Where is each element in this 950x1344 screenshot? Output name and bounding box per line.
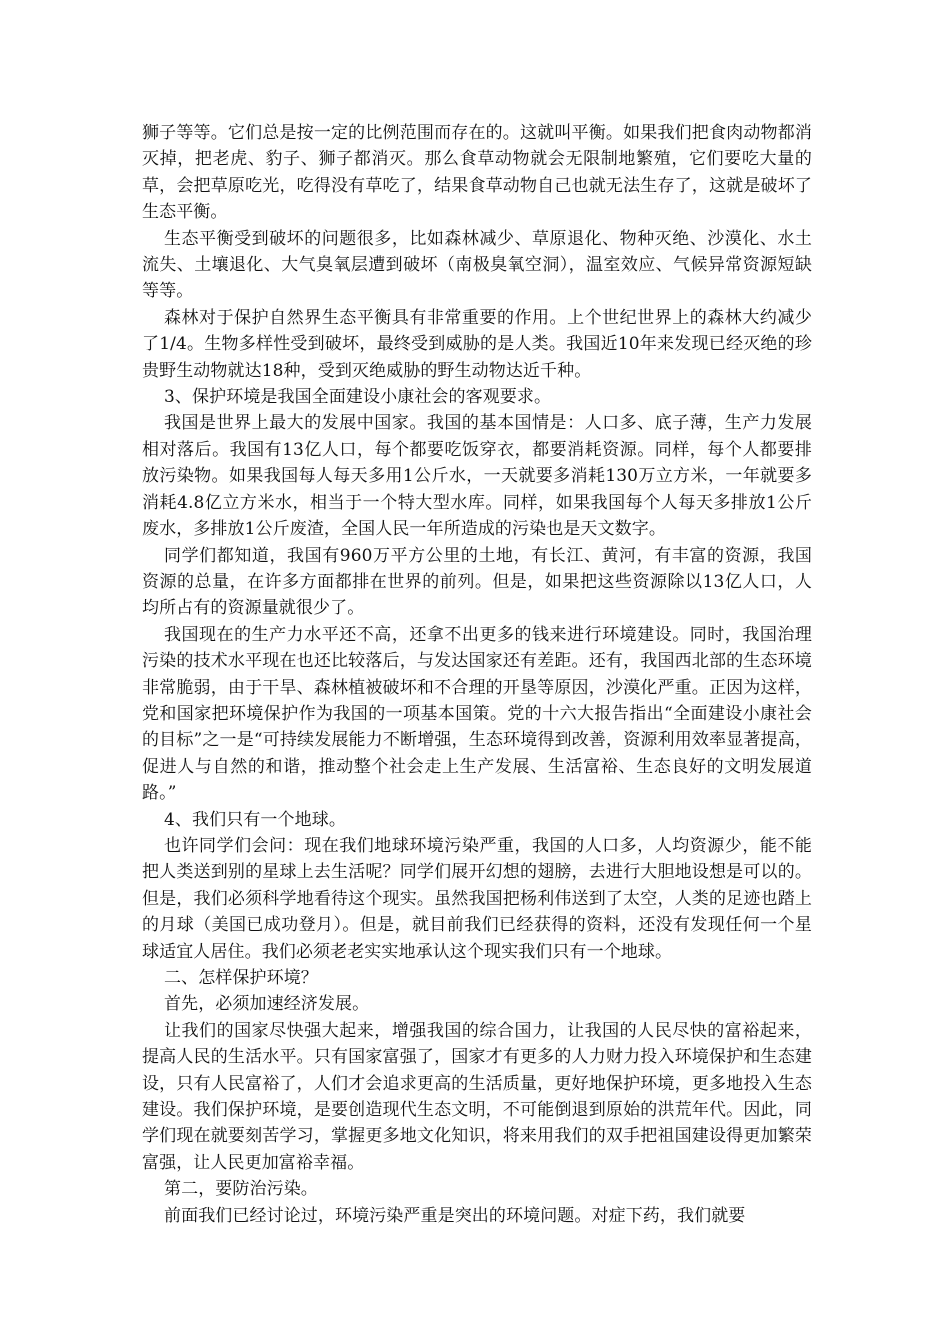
subheading-first: 首先，必须加速经济发展。 <box>164 994 370 1015</box>
paragraph-economic-development: 让我们的国家尽快强大起来，增强我国的综合国力，让我国的人民尽快的富裕起来，提高人民的生活水平。只有国家富强了，国家才有更多的人力财力投入环境保护和生态建设，只有人民富裕了，人们才会追求更高的生活质量，更好地保护环境，更多地投入生态建设。我们保护环境，是要创造现代生态文明，不可能倒退到原始的洪荒年代。因此，同学们现在就要刻苦学习，掌握更多地文化知识，将来用我们的双手把祖国建设得更加繁荣富强，让人民更加富裕幸福。 <box>142 1020 812 1173</box>
subheading-second: 第二，要防治污染。 <box>164 1179 318 1200</box>
section-heading-4: 4、我们只有一个地球。 <box>164 809 346 830</box>
paragraph-ecological-balance-definition: 狮子等等。它们总是按一定的比例范围而存在的。这就叫平衡。如果我们把食肉动物都消灭掉，把老虎、豹子、狮子都消灭。那么食草动物就会无限制地繁殖，它们要吃大量的草，会把草原吃光，吃得没有草吃了，结果食草动物自己也就无法生存了，这就是破坏了生态平衡。 <box>142 123 812 223</box>
paragraph-basic-national-policy: 我国现在的生产力水平还不高，还拿不出更多的钱来进行环境建设。同时，我国治理污染的技术水平现在也还比较落后，与发达国家还有差距。还有，我国西北部的生态环境非常脆弱，由于干旱、森林植被破坏和不合理的开垦等原因，沙漠化严重。正因为这样，党和国家把环境保护作为我国的一项基本国策。党的十六大报告指出“全面建设小康社会的目标”之一是“可持续发展能力不断增强，生态环境得到改善，资源利用效率显著提高，促进人与自然的和谐，推动整个社会走上生产发展、生活富裕、生态良好的文明发展道路。” <box>142 624 812 804</box>
paragraph-pollution-prevention: 前面我们已经讨论过，环境污染严重是突出的环境问题。对症下药，我们就要 <box>164 1205 746 1226</box>
section-heading-3: 3、保护环境是我国全面建设小康社会的客观要求。 <box>164 387 552 408</box>
paragraph-only-one-earth: 也许同学们会问：现在我们地球环境污染严重，我国的人口多，人均资源少，能不能把人类送到别的星球上去生活呢？同学们展开幻想的翅膀，去进行大胆地设想是可以的。但是，我们必须科学地看待这个现实。虽然我国把杨利伟送到了太空，人类的足迹也踏上的月球（美国已成功登月）。但是，就目前我们已经获得的资料，还没有发现任何一个星球适宜人居住。我们必须老老实实地承认这个现实我们只有一个地球。 <box>142 835 812 962</box>
document-body <box>142 120 812 1229</box>
paragraph-resources-per-capita: 同学们都知道，我国有960万平方公里的土地，有长江、黄河，有丰富的资源，我国资源的总量，在许多方面都排在世界的前列。但是，如果把这些资源除以13亿人口，人均所占有的资源量就很少了。 <box>142 545 812 619</box>
paragraph-forest-role: 森林对于保护自然界生态平衡具有非常重要的作用。上个世纪世界上的森林大约减少了1/4。生物多样性受到破坏，最终受到威胁的是人类。我国近10年来发现已经灭绝的珍贵野生动物就达18种，受到灭绝威胁的野生动物达近千种。 <box>142 307 812 381</box>
paragraph-national-conditions: 我国是世界上最大的发展中国家。我国的基本国情是：人口多、底子薄，生产力发展相对落后。我国有13亿人口，每个都要吃饭穿衣，都要消耗资源。同样，每个人都要排放污染物。如果我国每人每天多用1公斤水，一天就要多消耗130万立方米，一年就要多消耗4.8亿立方米水，相当于一个特大型水库。同样，如果我国每个人每天多排放1公斤废水，多排放1公斤废渣，全国人民一年所造成的污染也是天文数字。 <box>142 413 812 540</box>
paragraph-ecological-damage-problems: 生态平衡受到破坏的问题很多，比如森林减少、草原退化、物种灭绝、沙漠化、水土流失、土壤退化、大气臭氧层遭到破坏（南极臭氧空洞），温室效应、气候异常资源短缺等等。 <box>142 228 812 302</box>
section-heading-how-to-protect: 二、怎样保护环境？ <box>164 968 318 988</box>
